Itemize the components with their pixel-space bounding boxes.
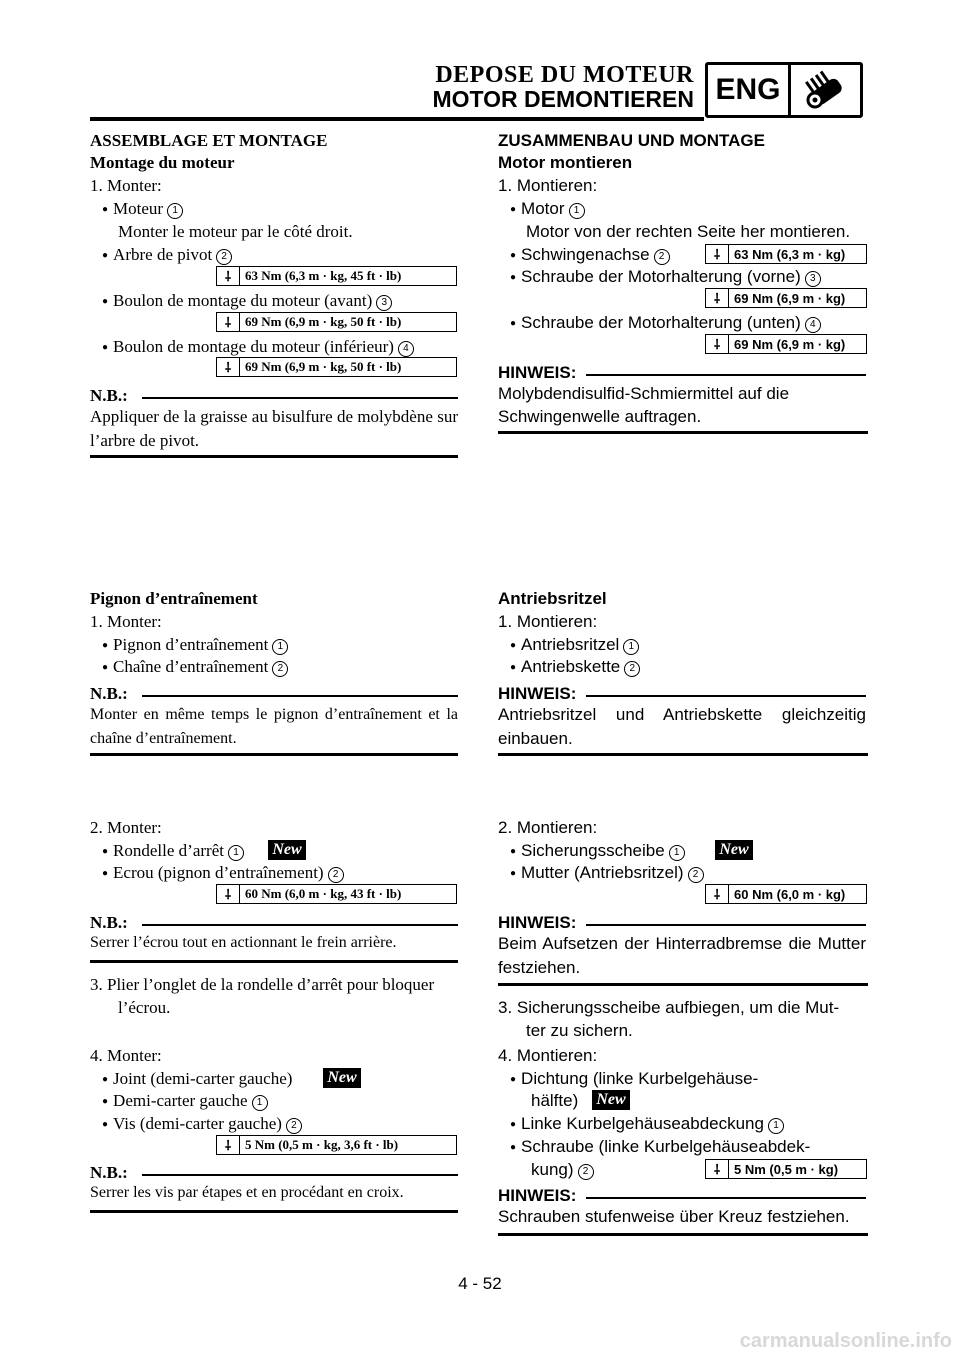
torque-wrench-icon: ⸸ bbox=[217, 885, 240, 903]
ref-number: 2 bbox=[578, 1164, 594, 1180]
ref-number: 4 bbox=[805, 317, 821, 333]
torque-value: 63 Nm (6,3 m · kg) bbox=[734, 246, 846, 262]
ref-number: 1 bbox=[167, 203, 183, 219]
torque-wrench-icon: ⸸ bbox=[217, 358, 240, 376]
list-item bbox=[510, 656, 640, 681]
note-end-rule bbox=[90, 455, 458, 458]
header-title-fr: DEPOSE DU MOTEUR bbox=[435, 62, 694, 88]
list-item-label: Antriebsritzel bbox=[521, 635, 620, 654]
torque-wrench-icon: ⸸ bbox=[706, 335, 729, 353]
torque-value: 69 Nm (6,9 m · kg, 50 ft · lb) bbox=[245, 314, 402, 329]
note-rule bbox=[142, 924, 458, 926]
list-item-label: Joint (demi-carter gauche) bbox=[113, 1069, 293, 1088]
list-item-label: Boulon de montage du moteur (inférieur) bbox=[113, 337, 394, 356]
step-text: 3. Sicherungsscheibe aufbiegen, um die Mut- bbox=[498, 998, 840, 1017]
list-item bbox=[102, 1090, 268, 1115]
section-title: Pignon d’entraînement bbox=[90, 589, 258, 608]
note-text: Antriebsritzel und Antriebskette gleichzeitig einbauen. bbox=[498, 705, 866, 748]
torque-spec bbox=[216, 266, 457, 286]
note-label: HINWEIS: bbox=[498, 684, 577, 703]
ref-number: 1 bbox=[768, 1118, 784, 1134]
step-text: 4. Monter: bbox=[90, 1046, 162, 1065]
list-item bbox=[102, 656, 288, 681]
watermark: carmanualsonline.info bbox=[739, 1330, 952, 1352]
note-label: HINWEIS: bbox=[498, 363, 577, 382]
note-label: N.B.: bbox=[90, 684, 128, 703]
torque-value: 60 Nm (6,0 m · kg, 43 ft · lb) bbox=[245, 886, 402, 901]
ref-number: 2 bbox=[286, 1118, 302, 1134]
torque-value: 60 Nm (6,0 m · kg) bbox=[734, 886, 846, 902]
new-part-badge: New bbox=[323, 1068, 361, 1088]
ref-number: 4 bbox=[398, 341, 414, 357]
torque-wrench-icon: ⸸ bbox=[217, 313, 240, 331]
list-item-label: Rondelle d’arrêt bbox=[113, 841, 224, 860]
torque-wrench-icon: ⸸ bbox=[706, 1160, 729, 1178]
note-text: Monter en même temps le pignon d’entraînement et la chaîne d’entraînement. bbox=[90, 706, 458, 747]
new-part-badge: New bbox=[592, 1090, 630, 1110]
note-label: N.B.: bbox=[90, 913, 128, 932]
torque-wrench-icon: ⸸ bbox=[217, 1136, 240, 1154]
step-text: 2. Montieren: bbox=[498, 818, 598, 837]
note-rule bbox=[142, 1174, 458, 1176]
note-end-rule bbox=[498, 1233, 868, 1236]
note-text: Molybdendisulfid-Schmiermittel auf die bbox=[498, 384, 790, 403]
list-item-label: Arbre de pivot bbox=[113, 245, 213, 264]
note-end-rule bbox=[90, 1210, 458, 1213]
note-label: HINWEIS: bbox=[498, 913, 577, 932]
torque-spec bbox=[705, 244, 867, 264]
torque-value: 5 Nm (0,5 m · kg) bbox=[734, 1161, 839, 1177]
ref-number: 1 bbox=[623, 639, 639, 655]
torque-wrench-icon: ⸸ bbox=[706, 885, 729, 903]
list-item-label: kung) bbox=[531, 1160, 574, 1179]
note-label: N.B.: bbox=[90, 1163, 128, 1182]
list-item bbox=[510, 1113, 784, 1138]
ref-number: 1 bbox=[272, 639, 288, 655]
new-part-badge: New bbox=[715, 840, 753, 860]
header-title-de: MOTOR DEMONTIEREN bbox=[432, 86, 694, 112]
torque-value: 5 Nm (0,5 m · kg, 3,6 ft · lb) bbox=[245, 1137, 399, 1152]
section-title: Antriebsritzel bbox=[498, 589, 607, 608]
ref-number: 2 bbox=[216, 249, 232, 265]
step-text: 1. Monter: bbox=[90, 612, 162, 631]
note-end-rule bbox=[498, 753, 868, 756]
note-text: Appliquer de la graisse au bisulfure de molybdène sur l’arbre de pivot. bbox=[90, 407, 458, 450]
note-end-rule bbox=[90, 753, 458, 756]
list-item-cont: hälfte) bbox=[531, 1091, 579, 1110]
item-description: Motor von der rechten Seite her montieren. bbox=[526, 222, 851, 241]
list-item-label: Chaîne d’entraînement bbox=[113, 657, 269, 676]
ref-number: 2 bbox=[654, 249, 670, 265]
step-text-cont: ter zu sichern. bbox=[526, 1021, 633, 1040]
ref-number: 1 bbox=[569, 203, 585, 219]
column-french bbox=[90, 0, 458, 1358]
list-item-label: Moteur bbox=[113, 199, 164, 218]
note-text-cont: Schwingenwelle auftragen. bbox=[498, 407, 702, 426]
torque-value: 69 Nm (6,9 m · kg) bbox=[734, 290, 846, 306]
torque-value: 69 Nm (6,9 m · kg, 50 ft · lb) bbox=[245, 359, 402, 374]
step-text: 1. Montieren: bbox=[498, 176, 598, 195]
torque-value: 69 Nm (6,9 m · kg) bbox=[734, 336, 846, 352]
list-item-cont bbox=[531, 1159, 594, 1181]
torque-wrench-icon: ⸸ bbox=[706, 245, 729, 263]
ref-number: 2 bbox=[688, 867, 704, 883]
torque-wrench-icon: ⸸ bbox=[706, 289, 729, 307]
list-item-label: Demi-carter gauche bbox=[113, 1091, 248, 1110]
torque-spec bbox=[216, 357, 457, 377]
column-german bbox=[498, 0, 866, 1358]
list-item-label: Schraube der Motorhalterung (vorne) bbox=[521, 267, 801, 286]
torque-spec bbox=[705, 884, 867, 904]
list-item-label: Schraube (linke Kurbelgehäuseabdek- bbox=[521, 1137, 811, 1156]
ref-number: 3 bbox=[805, 271, 821, 287]
list-item bbox=[510, 198, 585, 223]
section-title: ASSEMBLAGE ET MONTAGE bbox=[90, 131, 328, 150]
list-item-label: Motor bbox=[521, 199, 565, 218]
list-item-label: Antriebskette bbox=[521, 657, 621, 676]
note-text: Serrer les vis par étapes et en procédant en croix. bbox=[90, 1184, 404, 1201]
list-item-label: Schwingenachse bbox=[521, 245, 650, 264]
list-item bbox=[510, 1136, 810, 1161]
page-number: 4 - 52 bbox=[458, 1274, 502, 1293]
ref-number: 1 bbox=[252, 1095, 268, 1111]
list-item-label: Sicherungsscheibe bbox=[521, 841, 665, 860]
note-rule bbox=[142, 695, 458, 697]
note-text: Serrer l’écrou tout en actionnant le frein arrière. bbox=[90, 934, 397, 951]
note-rule bbox=[586, 374, 866, 376]
ref-number: 1 bbox=[669, 845, 685, 861]
torque-spec bbox=[705, 288, 867, 308]
section-title: ZUSAMMENBAU UND MONTAGE bbox=[498, 131, 765, 150]
note-end-rule bbox=[90, 960, 458, 963]
torque-wrench-icon: ⸸ bbox=[217, 267, 240, 285]
step-text: 1. Monter: bbox=[90, 176, 162, 195]
section-subtitle: Montage du moteur bbox=[90, 153, 235, 172]
step-text: 3. Plier l’onglet de la rondelle d’arrêt pour bloquer bbox=[90, 975, 435, 994]
list-item-label: Dichtung (linke Kurbelgehäuse- bbox=[521, 1069, 759, 1088]
list-item-label: Boulon de montage du moteur (avant) bbox=[113, 291, 373, 310]
item-description: Monter le moteur par le côté droit. bbox=[118, 222, 353, 241]
torque-spec bbox=[216, 312, 457, 332]
step-text: 4. Montieren: bbox=[498, 1046, 598, 1065]
torque-spec bbox=[216, 884, 457, 904]
list-item-label: Pignon d’entraînement bbox=[113, 635, 269, 654]
ref-number: 2 bbox=[272, 661, 288, 677]
list-item-label: Ecrou (pignon d’entraînement) bbox=[113, 863, 324, 882]
list-item-label: Linke Kurbelgehäuseabdeckung bbox=[521, 1114, 764, 1133]
step-text-cont: l’écrou. bbox=[118, 998, 171, 1017]
note-end-rule bbox=[498, 983, 868, 986]
list-item-label: Vis (demi-carter gauche) bbox=[113, 1114, 282, 1133]
list-item-label: Schraube der Motorhalterung (unten) bbox=[521, 313, 801, 332]
list-item bbox=[102, 244, 232, 269]
note-label: HINWEIS: bbox=[498, 1186, 577, 1205]
section-badge-label: ENG bbox=[708, 65, 791, 115]
torque-value: 63 Nm (6,3 m · kg, 45 ft · lb) bbox=[245, 268, 402, 283]
ref-number: 2 bbox=[624, 661, 640, 677]
section-subtitle: Motor montieren bbox=[498, 153, 633, 172]
note-rule bbox=[586, 1197, 866, 1199]
step-text: 1. Montieren: bbox=[498, 612, 598, 631]
torque-spec bbox=[216, 1135, 457, 1155]
ref-number: 3 bbox=[376, 295, 392, 311]
note-rule bbox=[586, 695, 866, 697]
new-part-badge: New bbox=[268, 840, 306, 860]
list-item-label: Mutter (Antriebsritzel) bbox=[521, 863, 684, 882]
note-rule bbox=[142, 397, 458, 399]
ref-number: 1 bbox=[228, 845, 244, 861]
ref-number: 2 bbox=[328, 867, 344, 883]
list-item bbox=[102, 198, 183, 223]
torque-spec bbox=[705, 1159, 867, 1179]
note-text: Beim Aufsetzen der Hinterradbremse die Mutter festziehen. bbox=[498, 934, 866, 977]
torque-spec bbox=[705, 334, 867, 354]
note-label: N.B.: bbox=[90, 386, 128, 405]
note-text: Schrauben stufenweise über Kreuz festziehen. bbox=[498, 1207, 850, 1226]
list-item bbox=[510, 862, 704, 887]
note-rule bbox=[586, 924, 866, 926]
step-text: 2. Monter: bbox=[90, 818, 162, 837]
note-end-rule bbox=[498, 431, 868, 434]
